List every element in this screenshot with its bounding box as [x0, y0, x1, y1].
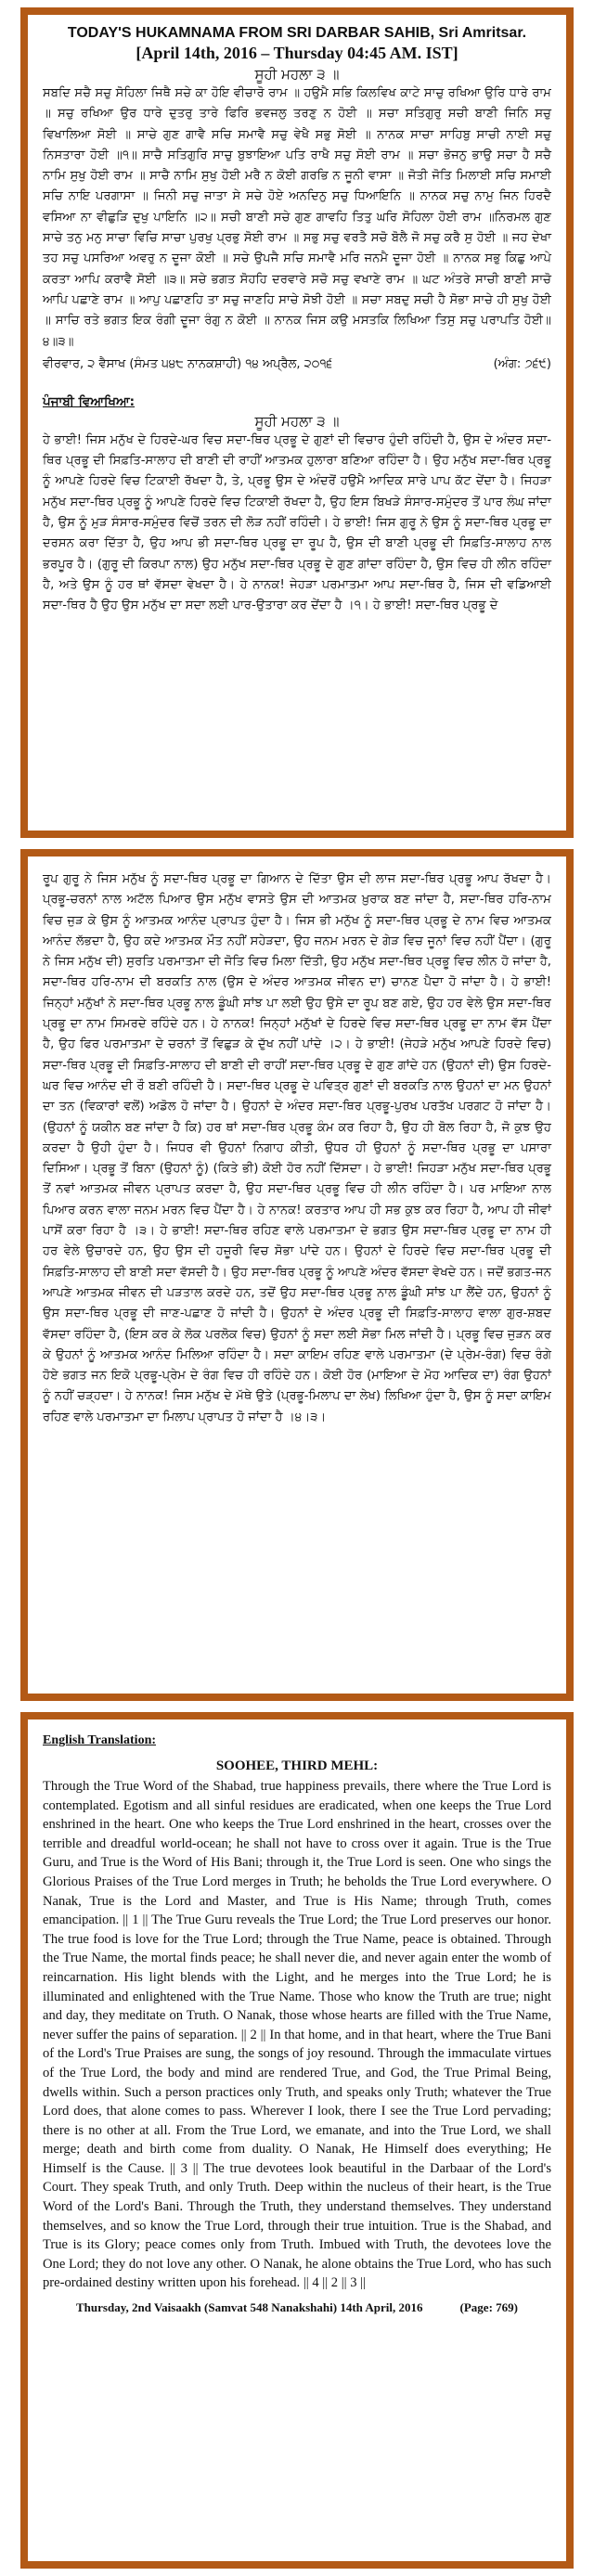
footer-page: (Page: 769) — [459, 2300, 518, 2315]
punjabi-section-title: ਸੂਹੀ ਮਹਲਾ ੩ ॥ — [254, 412, 340, 430]
hukamnama-panel-english — [20, 1712, 574, 2569]
english-section-title: SOOHEE, THIRD MEHL: — [215, 1758, 379, 1773]
hukamnama-panel-top — [20, 7, 574, 838]
english-footer — [43, 2297, 551, 2319]
english-section-label: English Translation: — [43, 1733, 157, 1747]
gurbani-meta — [43, 354, 551, 375]
date-line: [April 14th, 2016 – Thursday 04:45 AM. IST] — [136, 44, 458, 62]
gurbani-title: ਸੂਹੀ ਮਹਲਾ ੩ ॥ — [254, 66, 340, 83]
page-title: TODAY'S HUKAMNAMA FROM SRI DARBAR SAHIB, Sri Amritsar. — [67, 25, 527, 41]
gurbani-date: ਵੀਰਵਾਰ, ੨ ਵੈਸਾਖ (ਸੰਮਤ ੫੪੮ ਨਾਨਕਸ਼ਾਹੀ) ੧੪ ਅਪ੍ਰੈਲ, ੨੦੧੬ — [43, 356, 333, 371]
gurbani-text: ਸਬਦਿ ਸਚੈ ਸਚੁ ਸੋਹਿਲਾ ਜਿਥੈ ਸਚੇ ਕਾ ਹੋਇ ਵੀਚਾਰੋ ਰਾਮ ॥ ਹਉਮੈ ਸਭਿ ਕਿਲਵਿਖ ਕਾਟੇ ਸਾਚੁ ਰਖਿਆ ਉਰਿ ਧਾਰੇ ਰਾਮ ॥ ਸਚੁ ਰਖਿਆ ਉਰ ਧਾਰੇ ਦੁਤਰੁ ਤਾਰੇ ਫਿਰਿ ਭਵਜਲੁ ਤਰਣੁ ਨ ਹੋਈ ॥ ਸਚਾ ਸਤਿਗੁਰੁ ਸਚੀ ਬਾਣੀ ਜਿਨਿ ਸਚੁ ਵਿਖਾਲਿਆ ਸੋਈ ॥ ਸਾਚੇ ਗੁਣ ਗਾਵੈ ਸਚਿ ਸਮਾਵੈ ਸਚੁ ਵੇਖੈ ਸਭੁ ਸੋਈ ॥ ਨਾਨਕ ਸਾਚਾ ਸਾਹਿਬੁ ਸਾਚੀ ਨਾਈ ਸਚੁ ਨਿਸਤਾਰਾ ਹੋਈ ॥੧॥ ਸਾਚੈ ਸਤਿਗੁਰਿ ਸਾਚੁ ਬੁਝਾਇਆ ਪਤਿ ਰਾਖੈ ਸਚੁ ਸੋਈ ਰਾਮ ॥ ਸਚਾ ਭੋਜਨੁ ਭਾਉ ਸਚਾ ਹੈ ਸਚੈ ਨਾਮਿ ਸੁਖੁ ਹੋਈ ਰਾਮ ॥ ਸਾਚੈ ਨਾਮਿ ਸੁਖੁ ਹੋਈ ਮਰੈ ਨ ਕੋਈ ਗਰਭਿ ਨ ਜੂਨੀ ਵਾਸਾ ॥ ਜੋਤੀ ਜੋਤਿ ਮਿਲਾਈ ਸਚਿ ਸਮਾਈ ਸਚਿ ਨਾਇ ਪਰਗਾਸਾ ॥ ਜਿਨੀ ਸਚੁ ਜਾਤਾ ਸੇ ਸਚੇ ਹੋਏ ਅਨਦਿਨੁ ਸਚੁ ਧਿਆਇਨਿ ॥ ਨਾਨਕ ਸਚੁ ਨਾਮੁ ਜਿਨ ਹਿਰਦੈ ਵਸਿਆ ਨਾ ਵੀਛੁੜਿ ਦੁਖੁ ਪਾਇਨਿ ॥੨॥ ਸਚੀ ਬਾਣੀ ਸਚੇ ਗੁਣ ਗਾਵਹਿ ਤਿਤੁ ਘਰਿ ਸੋਹਿਲਾ ਹੋਈ ਰਾਮ ॥ਨਿਰਮਲ ਗੁਣ ਸਾਚੇ ਤਨੁ ਮਨੁ ਸਾਚਾ ਵਿਚਿ ਸਾਚਾ ਪੁਰਖੁ ਪ੍ਰਭੁ ਸੋਈ ਰਾਮ ॥ ਸਭੁ ਸਚੁ ਵਰਤੈ ਸਚੋ ਬੋਲੈ ਜੋ ਸਚੁ ਕਰੈ ਸੁ ਹੋਈ ॥ ਜਹ ਦੇਖਾ ਤਹ ਸਚੁ ਪਸਰਿਆ ਅਵਰੁ ਨ ਦੂਜਾ ਕੋਈ ॥ ਸਚੇ ਉਪਜੈ ਸਚਿ ਸਮਾਵੈ ਮਰਿ ਜਨਮੈ ਦੂਜਾ ਹੋਈ ॥ ਨਾਨਕ ਸਭੁ ਕਿਛੁ ਆਪੇ ਕਰਤਾ ਆਪਿ ਕਰਾਵੈ ਸੋਈ ॥੩॥ ਸਚੇ ਭਗਤ ਸੋਹਹਿ ਦਰਵਾਰੇ ਸਚੋ ਸਚੁ ਵਖਾਣੇ ਰਾਮ ॥ ਘਟ ਅੰਤਰੇ ਸਾਚੀ ਬਾਣੀ ਸਾਚੋ ਆਪਿ ਪਛਾਣੇ ਰਾਮ ॥ ਆਪੁ ਪਛਾਣਹਿ ਤਾ ਸਚੁ ਜਾਣਹਿ ਸਾਚੇ ਸੋਝੀ ਹੋਈ ॥ ਸਚਾ ਸਬਦੁ ਸਚੀ ਹੈ ਸੋਭਾ ਸਾਚੇ ਹੀ ਸੁਖੁ ਹੋਈ ॥ ਸਾਚਿ ਰਤੇ ਭਗਤ ਇਕ ਰੰਗੀ ਦੂਜਾ ਰੰਗੁ ਨ ਕੋਈ ॥ ਨਾਨਕ ਜਿਸ ਕਉ ਮਸਤਕਿ ਲਿਖਿਆ ਤਿਸੁ ਸਚੁ ਪਰਾਪਤਿ ਹੋਈ॥੪॥੩॥ — [43, 86, 551, 349]
punjabi-section-label: ਪੰਜਾਬੀ ਵਿਆਖਿਆ: — [43, 393, 136, 409]
punjabi-explanation-part-1: ਹੇ ਭਾਈ! ਜਿਸ ਮਨੁੱਖ ਦੇ ਹਿਰਦੇ-ਘਰ ਵਿਚ ਸਦਾ-ਥਿਰ ਪ੍ਰਭੂ ਦੇ ਗੁਣਾਂ ਦੀ ਵਿਚਾਰ ਹੁੰਦੀ ਰਹਿੰਦੀ ਹੈ, ਉਸ ਦੇ ਅੰਦਰ ਸਦਾ-ਥਿਰ ਪ੍ਰਭੂ ਦੀ ਸਿਫ਼ਤਿ-ਸਾਲਾਹ ਦੀ ਬਾਣੀ ਦੀ ਰਾਹੀਂ ਆਤਮਕ ਹੁਲਾਰਾ ਬਣਿਆ ਰਹਿੰਦਾ ਹੈ। ਉਹ ਮਨੁੱਖ ਸਦਾ-ਥਿਰ ਪ੍ਰਭੂ ਨੂੰ ਆਪਣੇ ਹਿਰਦੇ ਵਿਚ ਟਿਕਾਈ ਰੱਖਦਾ ਹੈ, ਤੇ, ਪ੍ਰਭੂ ਉਸ ਦੇ ਅੰਦਰੋਂ ਹਉਮੈ ਆਦਿਕ ਸਾਰੇ ਪਾਪ ਕੱਟ ਦੇਂਦਾ ਹੈ। ਜਿਹੜਾ ਮਨੁੱਖ ਸਦਾ-ਥਿਰ ਪ੍ਰਭੂ ਨੂੰ ਆਪਣੇ ਹਿਰਦੇ ਵਿਚ ਟਿਕਾਈ ਰੱਖਦਾ ਹੈ, ਉਹ ਇਸ ਬਿਖੜੇ ਸੰਸਾਰ-ਸਮੁੰਦਰ ਤੋਂ ਪਾਰ ਲੰਘ ਜਾਂਦਾ ਹੈ, ਉਸ ਨੂੰ ਮੁੜ ਸੰਸਾਰ-ਸਮੁੰਦਰ ਵਿਚੋਂ ਤਰਨ ਦੀ ਲੋੜ ਨਹੀਂ ਰਹਿੰਦੀ। ਹੇ ਭਾਈ! ਜਿਸ ਗੁਰੂ ਨੇ ਉਸ ਨੂੰ ਸਦਾ-ਥਿਰ ਪ੍ਰਭੂ ਦਾ ਦਰਸਨ ਕਰਾ ਦਿੱਤਾ ਹੈ, ਉਹ ਆਪ ਭੀ ਸਦਾ-ਥਿਰ ਪ੍ਰਭੂ ਦਾ ਰੂਪ ਹੈ, ਉਸ ਦੀ ਬਾਣੀ ਪ੍ਰਭੂ ਦੀ ਸਿਫ਼ਤਿ-ਸਾਲਾਹ ਨਾਲ ਭਰਪੂਰ ਹੈ। (ਗੁਰੂ ਦੀ ਕਿਰਪਾ ਨਾਲ) ਉਹ ਮਨੁੱਖ ਸਦਾ-ਥਿਰ ਪ੍ਰਭੂ ਦੇ ਗੁਣ ਗਾਂਦਾ ਰਹਿੰਦਾ ਹੈ, ਉਸ ਵਿਚ ਹੀ ਲੀਨ ਰਹਿੰਦਾ ਹੈ, ਅਤੇ ਉਸ ਨੂੰ ਹਰ ਥਾਂ ਵੱਸਦਾ ਵੇਖਦਾ ਹੈ। ਹੇ ਨਾਨਕ! ਜੇਹੜਾ ਪਰਮਾਤਮਾ ਆਪ ਸਦਾ-ਥਿਰ ਹੈ, ਜਿਸ ਦੀ ਵਡਿਆਈ ਸਦਾ-ਥਿਰ ਹੈ ਉਹ ਉਸ ਮਨੁੱਖ ਦਾ ਸਦਾ ਲਈ ਪਾਰ-ਉਤਾਰਾ ਕਰ ਦੇਂਦਾ ਹੈ ।੧। ਹੇ ਭਾਈ! ਸਦਾ-ਥਿਰ ਪ੍ਰਭੂ ਦੇ — [43, 432, 551, 613]
footer-date: Thursday, 2nd Vaisaakh (Samvat 548 Nanakshahi) 14th April, 2016 — [76, 2300, 423, 2315]
hukamnama-panel-middle — [20, 849, 574, 1701]
english-translation-text: Through the True Word of the Shabad, true happiness prevails, there where the True Lord is contemplated. Egotism and all sinful residues are eradicated, when one keeps the True Lord enshrined in the heart. One who keeps the True Lord enshrined in the heart, crosses over the terrible and dreadful world-ocean; he shall not have to cross over it again. True is the True Guru, and True is the Word of His Bani; through it, the True Lord is seen. One who sings the Glorious Praises of the True Lord merges in Truth; he beholds the True Lord everywhere. O Nanak, True is the Lord and Master, and True is His Name; through Truth, comes emancipation. || 1 || The True Guru reveals the True Lord; the True Lord preserves our honor. The true food is love for the True Lord; through the True Name, peace is obtained. Through the True Name, the mortal finds peace; he shall never die, and never again enter the womb of reincarnation. His light blends with the Light, and he merges into the True Lord; he is illuminated and enlightened with the True Name. Those who know the Truth are true; night and day, they meditate on Truth. O Nanak, those whose hearts are filled with the True Name, never suffer the pains of separation. || 2 || In that home, and in that heart, where the True Bani of the Lord's True Praises are sung, the songs of joy resound. Through the immaculate virtues of the True Lord, the body and mind are rendered True, and God, the True Primal Being, dwells within. Such a person practices only Truth, and speaks only Truth; whatever the True Lord does, that alone comes to pass. Wherever I look, there I see the True Lord pervading; there is no other at all. From the True Lord, we emanate, and into the True Lord, we shall merge; death and birth come from duality. O Nanak, He Himself does everything; He Himself is the Cause. || 3 || The true devotees look beautiful in the Darbaar of the Lord's Court. They speak Truth, and only Truth. Deep within the nucleus of their heart, is the True Word of the Lord's Bani. Through the Truth, they understand themselves. They understand themselves, and so know the True Lord, through their true intuition. True is the Shabad, and True is its Glory; peace comes only from Truth. Imbued with Truth, the devotees love the One Lord; they do not love any other. O Nanak, he alone obtains the True Lord, who has such pre-ordained destiny written upon his forehead. || 4 || 2 || 3 || — [43, 1779, 551, 2291]
gurbani-ang: (ਅੰਗ: ੭੬੯) — [493, 356, 551, 371]
punjabi-explanation-part-2: ਰੂਪ ਗੁਰੂ ਨੇ ਜਿਸ ਮਨੁੱਖ ਨੂੰ ਸਦਾ-ਥਿਰ ਪ੍ਰਭੂ ਦਾ ਗਿਆਨ ਦੇ ਦਿੱਤਾ ਉਸ ਦੀ ਲਾਜ ਸਦਾ-ਥਿਰ ਪ੍ਰਭੂ ਆਪ ਰੱਖਦਾ ਹੈ। ਪ੍ਰਭੂ-ਚਰਨਾਂ ਨਾਲ ਅਟੱਲ ਪਿਆਰ ਉਸ ਮਨੁੱਖ ਵਾਸਤੇ ਉਸ ਦੀ ਆਤਮਕ ਖ਼ੁਰਾਕ ਬਣ ਜਾਂਦਾ ਹੈ, ਸਦਾ-ਥਿਰ ਹਰਿ-ਨਾਮ ਵਿਚ ਜੁੜ ਕੇ ਉਸ ਨੂੰ ਆਤਮਕ ਆਨੰਦ ਪ੍ਰਾਪਤ ਹੁੰਦਾ ਹੈ। ਜਿਸ ਭੀ ਮਨੁੱਖ ਨੂੰ ਸਦਾ-ਥਿਰ ਪ੍ਰਭੂ ਦੇ ਨਾਮ ਵਿਚ ਆਤਮਕ ਆਨੰਦ ਲੱਭਦਾ ਹੈ, ਉਹ ਕਦੇ ਆਤਮਕ ਮੌਤ ਨਹੀਂ ਸਹੇੜਦਾ, ਉਹ ਜਨਮ ਮਰਨ ਦੇ ਗੇੜ ਵਿਚ ਜੂਨਾਂ ਵਿਚ ਨਹੀਂ ਪੈਂਦਾ। (ਗੁਰੂ ਨੇ ਜਿਸ ਮਨੁੱਖ ਦੀ) ਸੁਰਤਿ ਪਰਮਾਤਮਾ ਦੀ ਜੋਤਿ ਵਿਚ ਮਿਲਾ ਦਿੱਤੀ, ਉਹ ਮਨੁੱਖ ਸਦਾ-ਥਿਰ ਪ੍ਰਭੂ ਵਿਚ ਲੀਨ ਹੋ ਜਾਂਦਾ ਹੈ, ਸਦਾ-ਥਿਰ ਹਰਿ-ਨਾਮ ਦੀ ਬਰਕਤਿ ਨਾਲ (ਉਸ ਦੇ ਅੰਦਰ ਆਤਮਕ ਜੀਵਨ ਦਾ) ਚਾਨਣ ਪੈਦਾ ਹੋ ਜਾਂਦਾ ਹੈ। ਹੇ ਭਾਈ! ਜਿਨ੍ਹਾਂ ਮਨੁੱਖਾਂ ਨੇ ਸਦਾ-ਥਿਰ ਪ੍ਰਭੂ ਨਾਲ ਡੂੰਘੀ ਸਾਂਝ ਪਾ ਲਈ ਉਹ ਉਸੇ ਦਾ ਰੂਪ ਬਣ ਗਏ, ਉਹ ਹਰ ਵੇਲੇ ਉਸ ਸਦਾ-ਥਿਰ ਪ੍ਰਭੂ ਦਾ ਨਾਮ ਸਿਮਰਦੇ ਰਹਿੰਦੇ ਹਨ। ਹੇ ਨਾਨਕ! ਜਿਨ੍ਹਾਂ ਮਨੁੱਖਾਂ ਦੇ ਹਿਰਦੇ ਵਿਚ ਸਦਾ-ਥਿਰ ਪ੍ਰਭੂ ਦਾ ਨਾਮ ਵੱਸ ਪੈਂਦਾ ਹੈ, ਉਹ ਫਿਰ ਪਰਮਾਤਮਾ ਦੇ ਚਰਨਾਂ ਤੋਂ ਵਿਛੁੜ ਕੇ ਦੁੱਖ ਨਹੀਂ ਪਾਂਦੇ ।੨। ਹੇ ਭਾਈ! (ਜੇਹੜੇ ਮਨੁੱਖ ਆਪਣੇ ਹਿਰਦੇ ਵਿਚ) ਸਦਾ-ਥਿਰ ਪ੍ਰਭੂ ਦੀ ਸਿਫ਼ਤਿ-ਸਾਲਾਹ ਦੀ ਬਾਣੀ ਦੀ ਰਾਹੀਂ ਸਦਾ-ਥਿਰ ਪ੍ਰਭੂ ਦੇ ਗੁਣ ਗਾਂਦੇ ਹਨ (ਉਹਨਾਂ ਦੀ) ਉਸ ਹਿਰਦੇ-ਘਰ ਵਿਚ ਆਨੰਦ ਦੀ ਰੌ ਬਣੀ ਰਹਿੰਦੀ ਹੈ। ਸਦਾ-ਥਿਰ ਪ੍ਰਭੂ ਦੇ ਪਵਿਤ੍ਰ ਗੁਣਾਂ ਦੀ ਬਰਕਤਿ ਨਾਲ ਉਹਨਾਂ ਦਾ ਮਨ ਉਹਨਾਂ ਦਾ ਤਨ (ਵਿਕਾਰਾਂ ਵਲੋਂ) ਅਡੋਲ ਹੋ ਜਾਂਦਾ ਹੈ। ਉਹਨਾਂ ਦੇ ਅੰਦਰ ਸਦਾ-ਥਿਰ ਪ੍ਰਭੂ-ਪੁਰਖ ਪਰਤੱਖ ਪਰਗਟ ਹੋ ਜਾਂਦਾ ਹੈ। (ਉਹਨਾਂ ਨੂੰ ਯਕੀਨ ਬਣ ਜਾਂਦਾ ਹੈ ਕਿ) ਹਰ ਥਾਂ ਸਦਾ-ਥਿਰ ਪ੍ਰਭੂ ਕੰਮ ਕਰ ਰਿਹਾ ਹੈ, ਉਹ ਹੀ ਬੋਲ ਰਿਹਾ ਹੈ, ਜੋ ਕੁਝ ਉਹ ਕਰਦਾ ਹੈ ਉਹੀ ਹੁੰਦਾ ਹੈ। ਜਿਧਰ ਵੀ ਉਹਨਾਂ ਨਿਗਾਹ ਕੀਤੀ, ਉਧਰ ਹੀ ਉਹਨਾਂ ਨੂੰ ਸਦਾ-ਥਿਰ ਪ੍ਰਭੂ ਦਾ ਪਸਾਰਾ ਦਿਸਿਆ। ਪ੍ਰਭੂ ਤੋਂ ਬਿਨਾ (ਉਹਨਾਂ ਨੂੰ) (ਕਿਤੇ ਭੀ) ਕੋਈ ਹੋਰ ਨਹੀਂ ਦਿੱਸਦਾ। ਹੇ ਭਾਈ! ਜਿਹੜਾ ਮਨੁੱਖ ਸਦਾ-ਥਿਰ ਪ੍ਰਭੂ ਤੋਂ ਨਵਾਂ ਆਤਮਕ ਜੀਵਨ ਪ੍ਰਾਪਤ ਕਰਦਾ ਹੈ, ਉਹ ਸਦਾ-ਥਿਰ ਪ੍ਰਭੂ ਵਿਚ ਹੀ ਲੀਨ ਰਹਿੰਦਾ ਹੈ। ਪਰ ਮਾਇਆ ਨਾਲ ਪਿਆਰ ਕਰਨ ਵਾਲਾ ਜਨਮ ਮਰਨ ਵਿਚ ਪੈਂਦਾ ਹੈ। ਹੇ ਨਾਨਕ! ਕਰਤਾਰ ਆਪ ਹੀ ਸਭ ਕੁਝ ਕਰ ਰਿਹਾ ਹੈ, ਆਪ ਹੀ ਜੀਵਾਂ ਪਾਸੋਂ ਕਰਾ ਰਿਹਾ ਹੈ ।੩। ਹੇ ਭਾਈ! ਸਦਾ-ਥਿਰ ਰਹਿਣ ਵਾਲੇ ਪਰਮਾਤਮਾ ਦੇ ਭਗਤ ਉਸ ਸਦਾ-ਥਿਰ ਪ੍ਰਭੂ ਦਾ ਨਾਮ ਹੀ ਹਰ ਵੇਲੇ ਉਚਾਰਦੇ ਹਨ, ਉਹ ਉਸ ਦੀ ਹਜ਼ੂਰੀ ਵਿਚ ਸੋਭਾ ਪਾਂਦੇ ਹਨ। ਉਹਨਾਂ ਦੇ ਹਿਰਦੇ ਵਿਚ ਸਦਾ-ਥਿਰ ਪ੍ਰਭੂ ਦੀ ਸਿਫ਼ਤਿ-ਸਾਲਾਹ ਦੀ ਬਾਣੀ ਸਦਾ ਵੱਸਦੀ ਹੈ। ਉਹ ਸਦਾ-ਥਿਰ ਪ੍ਰਭੂ ਨੂੰ ਆਪਣੇ ਅੰਦਰ ਵੱਸਦਾ ਵੇਖਦੇ ਹਨ। ਜਦੋਂ ਭਗਤ-ਜਨ ਆਪਣੇ ਆਤਮਕ ਜੀਵਨ ਦੀ ਪੜਤਾਲ ਕਰਦੇ ਹਨ, ਤਦੋਂ ਉਹ ਸਦਾ-ਥਿਰ ਪ੍ਰਭੂ ਨਾਲ ਡੂੰਘੀ ਸਾਂਝ ਪਾ ਲੈਂਦੇ ਹਨ, ਉਹਨਾਂ ਨੂੰ ਉਸ ਸਦਾ-ਥਿਰ ਪ੍ਰਭੂ ਦੀ ਜਾਣ-ਪਛਾਣ ਹੋ ਜਾਂਦੀ ਹੈ। ਉਹਨਾਂ ਦੇ ਅੰਦਰ ਪ੍ਰਭੂ ਦੀ ਸਿਫ਼ਤਿ-ਸਾਲਾਹ ਵਾਲਾ ਗੁਰ-ਸ਼ਬਦ ਵੱਸਦਾ ਰਹਿੰਦਾ ਹੈ, (ਇਸ ਕਰ ਕੇ ਲੋਕ ਪਰਲੋਕ ਵਿਚ) ਉਹਨਾਂ ਨੂੰ ਸਦਾ ਲਈ ਸੋਭਾ ਮਿਲ ਜਾਂਦੀ ਹੈ। ਪ੍ਰਭੂ ਵਿਚ ਜੁੜਨ ਕਰ ਕੇ ਉਹਨਾਂ ਨੂੰ ਆਤਮਕ ਆਨੰਦ ਮਿਲਿਆ ਰਹਿੰਦਾ ਹੈ। ਸਦਾ ਕਾਇਮ ਰਹਿਣ ਵਾਲੇ ਪਰਮਾਤਮਾ (ਦੇ ਪ੍ਰੇਮ-ਰੰਗ) ਵਿਚ ਰੰਗੇ ਹੋਏ ਭਗਤ ਜਨ ਇਕੋ ਪ੍ਰਭੂ-ਪ੍ਰੇਮ ਦੇ ਰੰਗ ਵਿਚ ਹੀ ਰਹਿੰਦੇ ਹਨ। ਕੋਈ ਹੋਰ (ਮਾਇਆ ਦੇ ਮੋਹ ਆਦਿਕ ਦਾ) ਰੰਗ ਉਹਨਾਂ ਨੂੰ ਨਹੀਂ ਚੜ੍ਹਦਾ। ਹੇ ਨਾਨਕ! ਜਿਸ ਮਨੁੱਖ ਦੇ ਮੱਥੇ ਉਤੇ (ਪ੍ਰਭੂ-ਮਿਲਾਪ ਦਾ ਲੇਖ) ਲਿਖਿਆ ਹੁੰਦਾ ਹੈ, ਉਸ ਨੂੰ ਸਦਾ ਕਾਇਮ ਰਹਿਣ ਵਾਲੇ ਪਰਮਾਤਮਾ ਦਾ ਮਿਲਾਪ ਪ੍ਰਾਪਤ ਹੋ ਜਾਂਦਾ ਹੈ ।੪।੩। — [43, 872, 551, 1424]
